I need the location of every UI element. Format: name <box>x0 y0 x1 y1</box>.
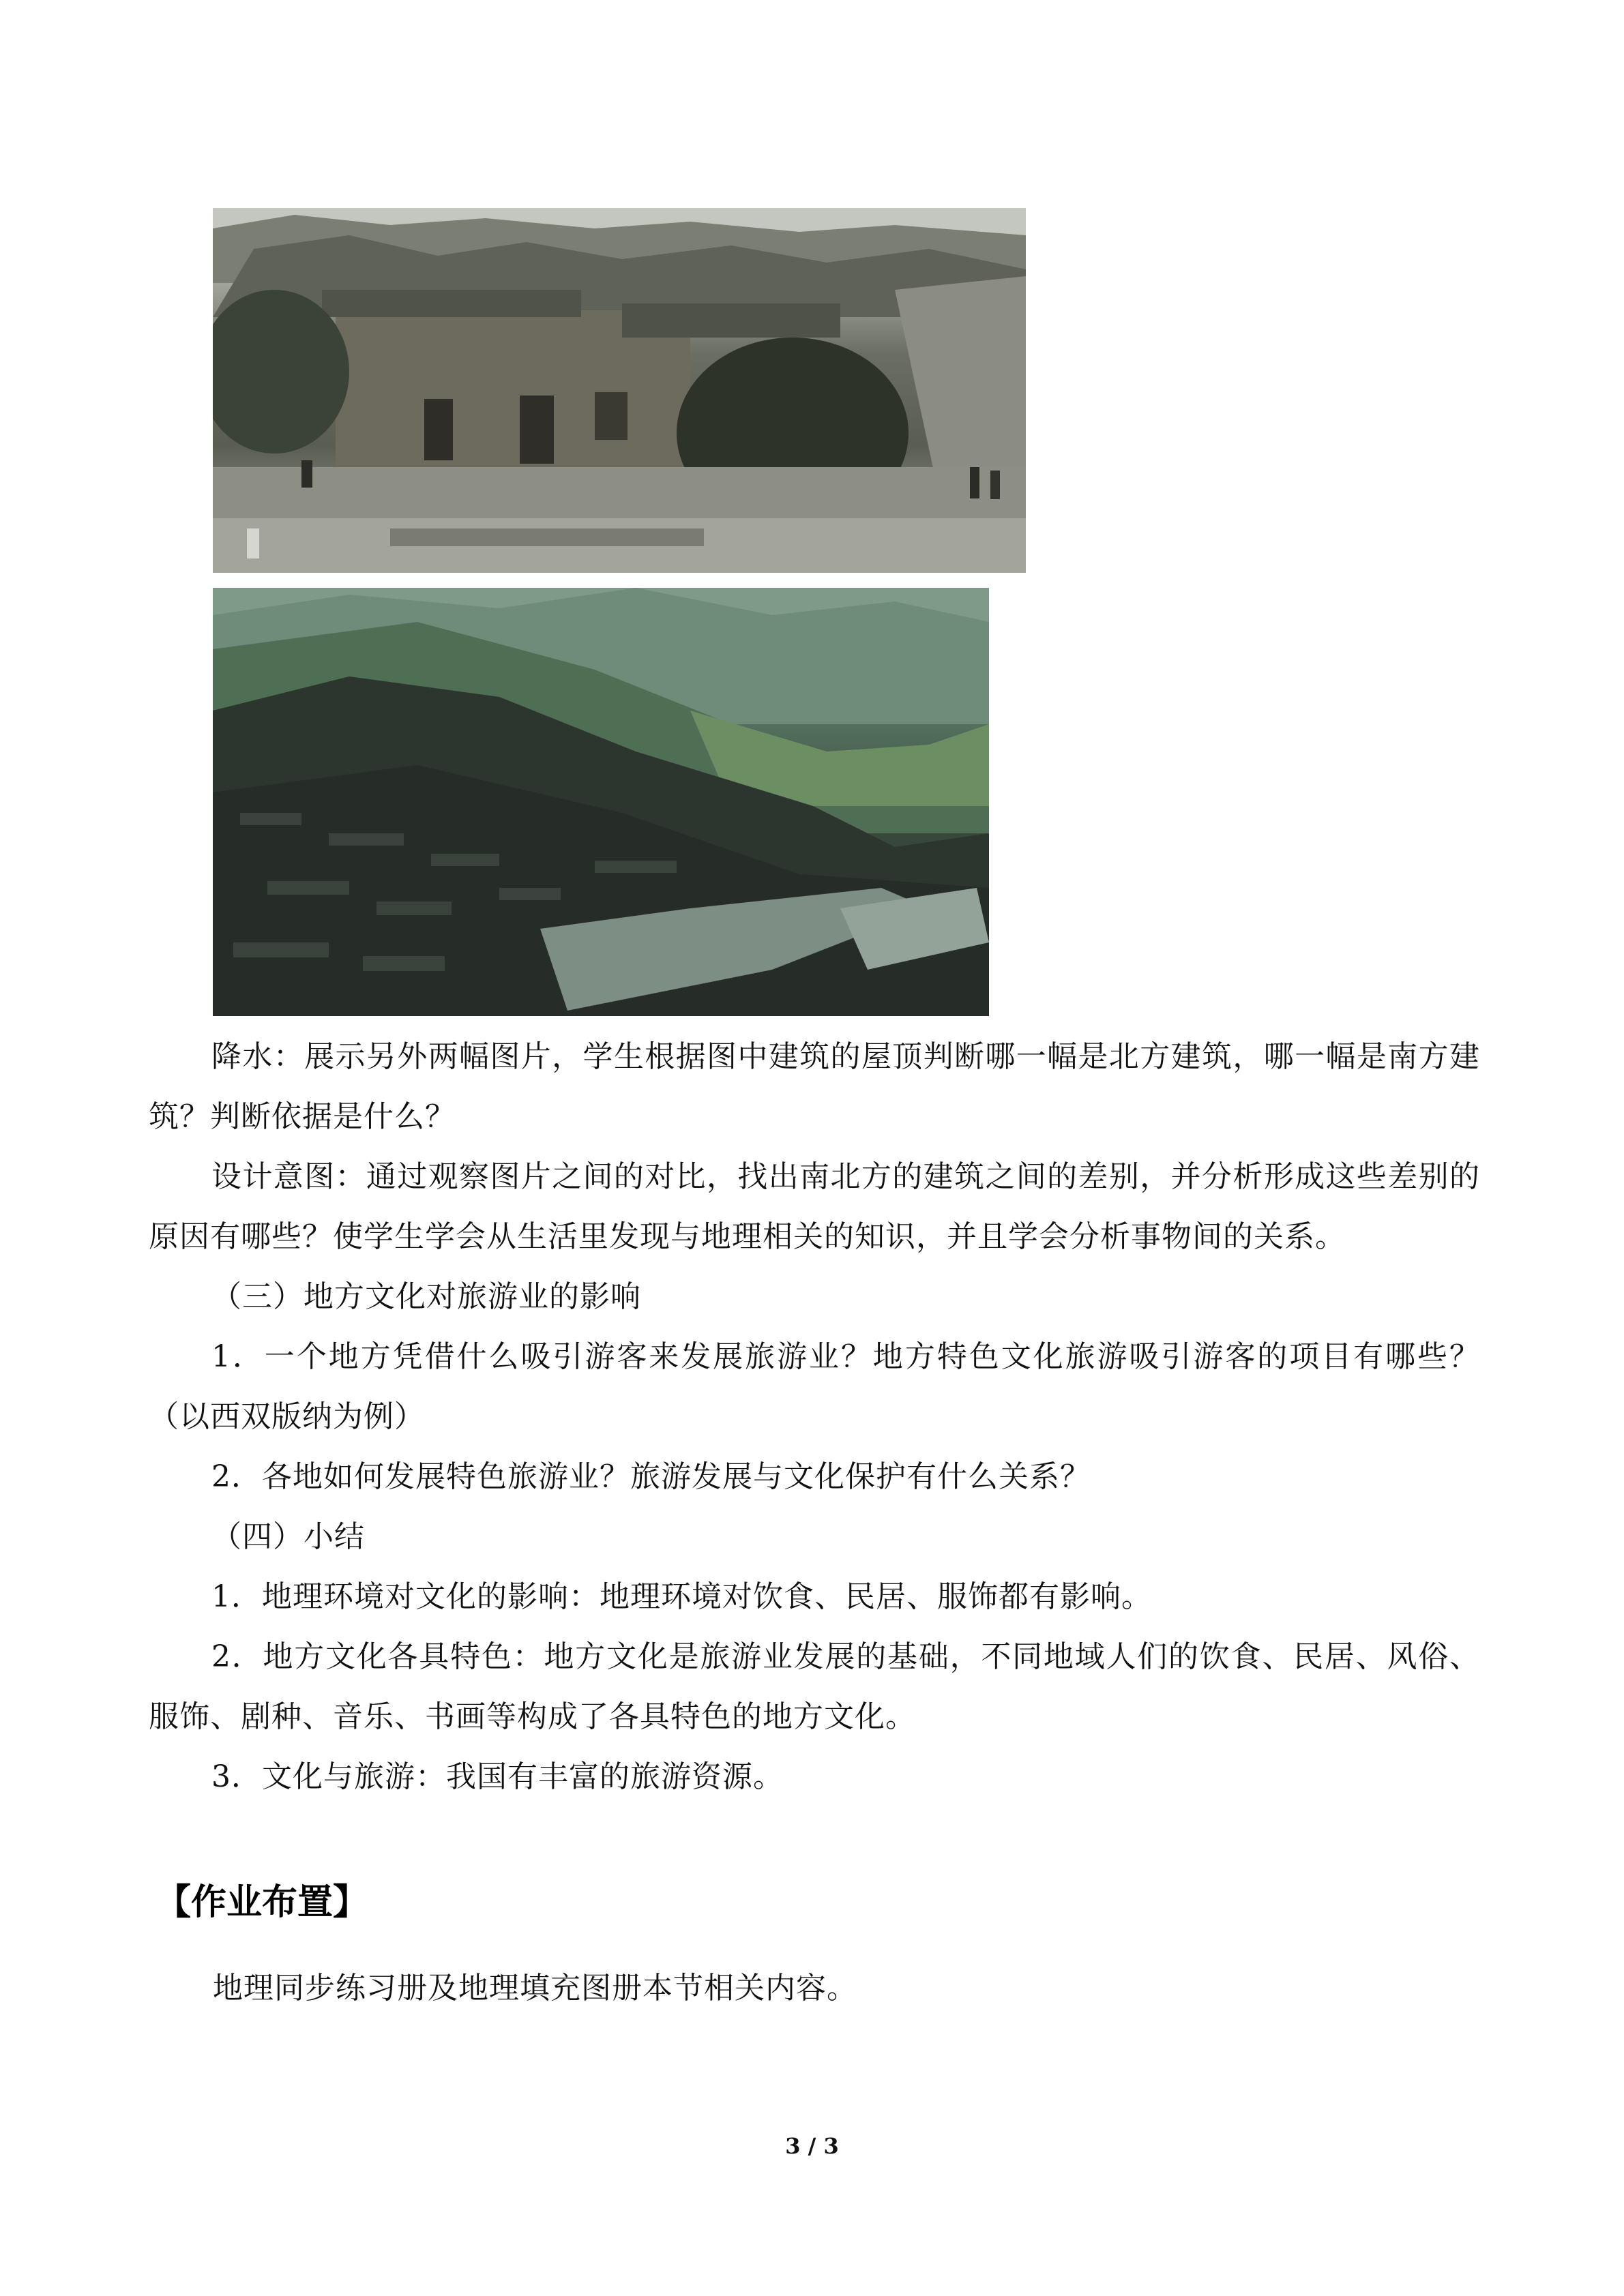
paragraph-summary-2: 2．地方文化各具特色：地方文化是旅游业发展的基础，不同地域人们的饮食、民居、风俗、服饰、剧种、音乐、书画等构成了各具特色的地方文化。 <box>149 1639 1480 1734</box>
paragraph-tourism-1: 1．一个地方凭借什么吸引游客来发展旅游业？地方特色文化旅游吸引游客的项目有哪些？（以西双版纳为例） <box>149 1339 1480 1434</box>
paragraph-tourism-2: 2．各地如何发展特色旅游业？旅游发展与文化保护有什么关系？ <box>211 1459 1091 1494</box>
homework-content: 地理同步练习册及地理填充图册本节相关内容。 <box>213 1971 857 2006</box>
paragraph-precipitation: 降水：展示另外两幅图片，学生根据图中建筑的屋顶判断哪一幅是北方建筑，哪一幅是南方建筑？判断依据是什么？ <box>149 1039 1480 1134</box>
paragraph-summary-1: 1．地理环境对文化的影响：地理环境对饮食、民居、服饰都有影响。 <box>211 1579 1152 1614</box>
northern-architecture-photo <box>213 208 1026 573</box>
homework-heading: 【作业布置】 <box>156 1882 369 1923</box>
paragraph-summary-3: 3．文化与旅游：我国有丰富的旅游资源。 <box>211 1759 784 1794</box>
section-heading-summary: （四）小结 <box>211 1519 365 1554</box>
page-number: 3 / 3 <box>785 2133 839 2159</box>
southern-architecture-photo <box>213 588 989 1016</box>
paragraph-design-intent: 设计意图：通过观察图片之间的对比，找出南北方的建筑之间的差别，并分析形成这些差别的原因有哪些？使学生学会从生活里发现与地理相关的知识，并且学会分析事物间的关系。 <box>149 1159 1480 1254</box>
section-heading-tourism: （三）地方文化对旅游业的影响 <box>211 1279 641 1314</box>
lesson-body <box>149 1027 1480 1807</box>
